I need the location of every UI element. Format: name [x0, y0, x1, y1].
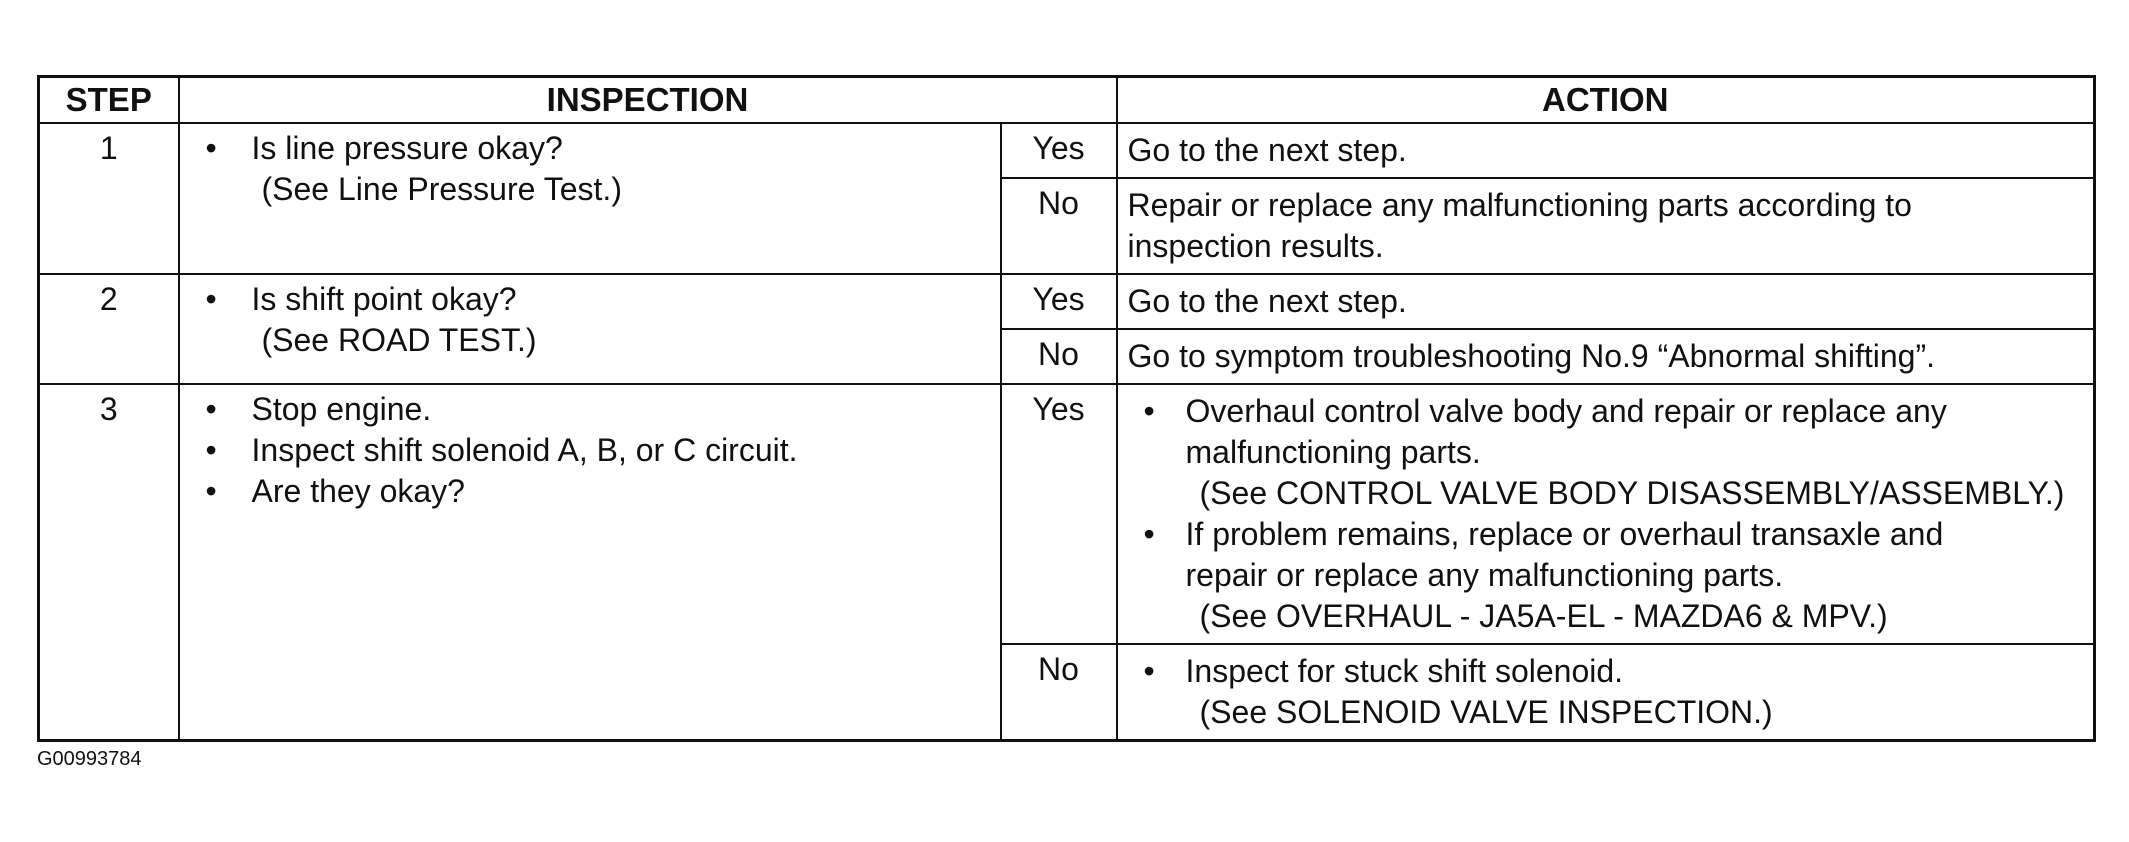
yes-label: Yes: [1001, 384, 1117, 644]
action-reference: (See OVERHAUL - JA5A-EL - MAZDA6 & MPV.): [1199, 598, 1888, 634]
no-action-line: inspection results.: [1127, 228, 1384, 264]
inspection-text: Are they okay?: [251, 473, 465, 509]
inspection-text: Is shift point okay?: [251, 281, 517, 317]
inspection-cell: [179, 274, 1001, 384]
no-action: [1117, 178, 2095, 274]
no-label: No: [1001, 178, 1117, 274]
no-label: No: [1001, 644, 1117, 741]
inspection-bullet: [204, 279, 990, 320]
step-number: 1: [39, 123, 179, 274]
inspection-text: Stop engine.: [251, 391, 432, 427]
inspection-text: Inspect shift solenoid A, B, or C circuit.: [251, 432, 798, 468]
no-action: [1117, 644, 2095, 741]
action-bullet: [1128, 391, 2086, 432]
inspection-reference: (See ROAD TEST.): [261, 322, 537, 358]
action-bullet: [1128, 651, 2086, 692]
yes-action: Go to the next step.: [1117, 123, 2095, 178]
bullet-icon: •: [1143, 516, 1155, 552]
action-text: malfunctioning parts.: [1185, 434, 1481, 470]
table-row: [39, 123, 2095, 178]
inspection-bullet: [204, 471, 990, 512]
action-text: If problem remains, replace or overhaul transaxle and: [1185, 516, 1944, 552]
bullet-icon: •: [205, 391, 217, 427]
inspection-bullet: [204, 389, 990, 430]
no-action: Go to symptom troubleshooting No.9 “Abnormal shifting”.: [1117, 329, 2095, 384]
bullet-icon: •: [205, 432, 217, 468]
bullet-icon: •: [1143, 393, 1155, 429]
bullet-icon: •: [205, 130, 217, 166]
header-step: STEP: [39, 77, 179, 124]
action-text: repair or replace any malfunctioning parts.: [1185, 557, 1784, 593]
yes-action: Go to the next step.: [1117, 274, 2095, 329]
action-text: Overhaul control valve body and repair or replace any: [1185, 393, 1947, 429]
step-number: 3: [39, 384, 179, 741]
inspection-cell: [179, 123, 1001, 274]
yes-label: Yes: [1001, 123, 1117, 178]
action-text: Inspect for stuck shift solenoid.: [1185, 653, 1624, 689]
diagnostic-table: [37, 75, 2096, 742]
action-reference: (See CONTROL VALVE BODY DISASSEMBLY/ASSEMBLY.): [1199, 475, 2065, 511]
inspection-cell: [179, 384, 1001, 741]
table-row: [39, 384, 2095, 644]
header-row: [39, 77, 2095, 124]
header-action: ACTION: [1117, 77, 2095, 124]
inspection-bullet: [204, 128, 990, 169]
action-reference: (See SOLENOID VALVE INSPECTION.): [1199, 694, 1773, 730]
yes-label: Yes: [1001, 274, 1117, 329]
no-label: No: [1001, 329, 1117, 384]
yes-action: [1117, 384, 2095, 644]
figure-id: G00993784: [37, 748, 142, 770]
inspection-reference: (See Line Pressure Test.): [261, 171, 622, 207]
action-bullet: [1128, 514, 2086, 555]
bullet-icon: •: [205, 473, 217, 509]
bullet-icon: •: [1143, 653, 1155, 689]
step-number: 2: [39, 274, 179, 384]
no-action-line: Repair or replace any malfunctioning parts according to: [1127, 187, 1912, 223]
inspection-bullet: [204, 430, 990, 471]
header-inspection: INSPECTION: [179, 77, 1117, 124]
table-row: [39, 274, 2095, 329]
inspection-text: Is line pressure okay?: [251, 130, 563, 166]
bullet-icon: •: [205, 281, 217, 317]
